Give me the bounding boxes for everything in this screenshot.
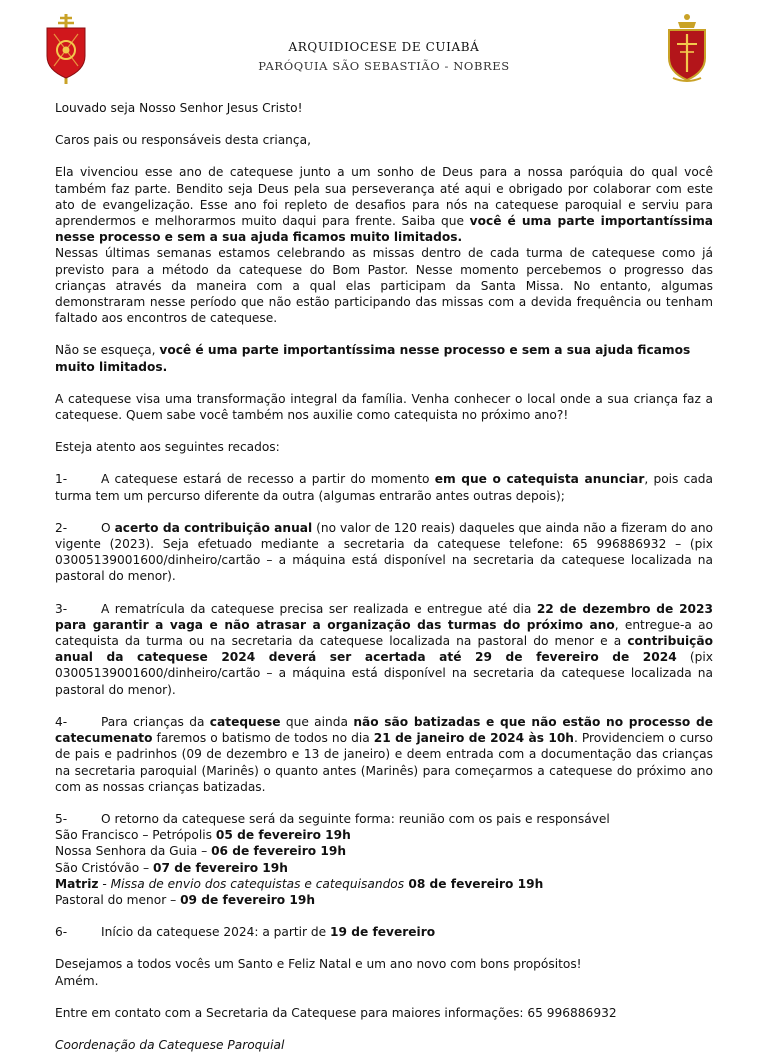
salutation: Caros pais ou responsáveis desta criança, — [55, 133, 311, 148]
schedule-sao-francisco: São Francisco – Petrópolis 05 de fevereiro 19h — [55, 828, 351, 843]
contact-info: Entre em contato com a Secretaria da Catequese para maiores informações: 65 996886932 — [55, 1005, 617, 1020]
schedule-pastoral: Pastoral do menor – 09 de fevereiro 19h — [55, 892, 316, 907]
schedule-nossa-senhora: Nossa Senhora da Guia – 06 de fevereiro 19h — [55, 844, 346, 859]
paragraph-vivenciou: Ela vivenciou esse ano de catequese junto a um sonho de Deus para a nossa paróquia do qual você também faz parte. Bendito seja Deus pela sua perseverança até aqui e obrigado por colaborar com este ato de evangelização. Esse ano foi repleto de desafios para nós na catequese paroquial e serviu para aprendermos e melhorarmos muito daqui para frente. Saiba que você é uma parte importantíssima nesse processo e sem a sua ajuda ficamos muito limitados. — [55, 165, 713, 245]
paragraph-missas: Nessas últimas semanas estamos celebrando as missas dentro de cada turma de catequese como já previsto para a método da catequese do Bom Pastor. Nesse momento percebemos o progresso das crianças através da maneira com a qual elas participam da Santa Missa. No entanto, algumas demonstraram nesse período que não estão participando das missas com a devida frequência ou tenham faltado aos encontros de catequese. — [55, 246, 713, 326]
letter-body — [55, 100, 713, 1053]
paragraph-transformacao: A catequese visa uma transformação integral da família. Venha conhecer o local onde a sua criança faz a catequese. Quem sabe você também nos auxilie como catequista no próximo ano?! — [55, 391, 713, 423]
notice-item-2: 2- O acerto da contribuição anual (no valor de 120 reais) daqueles que ainda não a fizeram do ano vigente (2023). Seja efetuado mediante a secretaria da catequese telefone: 65 996886932 – (pix 03005139001600/dinheiro/cartão – a máquina está disponível na secretaria da catequese localizada na pastoral do menor). — [55, 520, 713, 584]
notice-intro: Esteja atento aos seguintes recados: — [55, 440, 280, 455]
schedule-sao-cristovao: São Cristóvão – 07 de fevereiro 19h — [55, 860, 288, 875]
notice-item-1: 1- A catequese estará de recesso a partir do momento em que o catequista anunciar, pois cada turma tem um percurso diferente da outra (algumas entrarão antes outras depois); — [55, 472, 713, 503]
signature: Coordenação da Catequese Paroquial — [55, 1037, 285, 1052]
reminder-paragraph: Não se esqueça, você é uma parte importantíssima nesse processo e sem a sua ajuda ficamos muito limitados. — [55, 343, 691, 374]
letterhead-subtitle: PARÓQUIA SÃO SEBASTIÃO - NOBRES — [258, 59, 510, 73]
schedule-matriz: Matriz - Missa de envio dos catequistas e catequisandos 08 de fevereiro 19h — [55, 876, 544, 891]
notice-item-3: 3- A rematrícula da catequese precisa ser realizada e entregue até dia 22 de dezembro de 2023 para garantir a vaga e não atrasar a organização das turmas do próximo ano, entregue-a ao catequista da turma ou na secretaria da catequese localizada na pastoral do menor e a contribuição anual da catequese 2024 deverá ser acertada até 29 de fevereiro de 2024 (pix 03005139001600/dinheiro/cartão – a máquina está disponível na secretaria da catequese localizada na pastoral do menor). — [55, 601, 713, 697]
letterhead — [0, 40, 768, 73]
greeting: Louvado seja Nosso Senhor Jesus Cristo! — [55, 101, 303, 115]
notice-item-4: 4- Para crianças da catequese que ainda não são batizadas e que não estão no processo de catecumenato faremos o batismo de todos no dia 21 de janeiro de 2024 às 10h. Providenciem o curso de pais e padrinhos (09 de dezembro e 13 de janeiro) e deem entrada com a documentação das crianças na secretaria paroquial (Marinês) o quanto antes (Marinês) para começarmos a catequese do próximo ano com as nossas crianças batizadas. — [55, 714, 713, 794]
notice-item-6: 6- Início da catequese 2024: a partir de 19 de fevereiro — [55, 925, 436, 940]
closing-wish: Desejamos a todos vocês um Santo e Feliz Natal e um ano novo com bons propósitos! — [55, 957, 582, 972]
notice-item-5: 5- O retorno da catequese será da seguinte forma: reunião com os pais e responsável — [55, 811, 610, 826]
closing-amen: Amém. — [55, 973, 99, 988]
letterhead-title: ARQUIDIOCESE DE CUIABÁ — [288, 40, 480, 54]
